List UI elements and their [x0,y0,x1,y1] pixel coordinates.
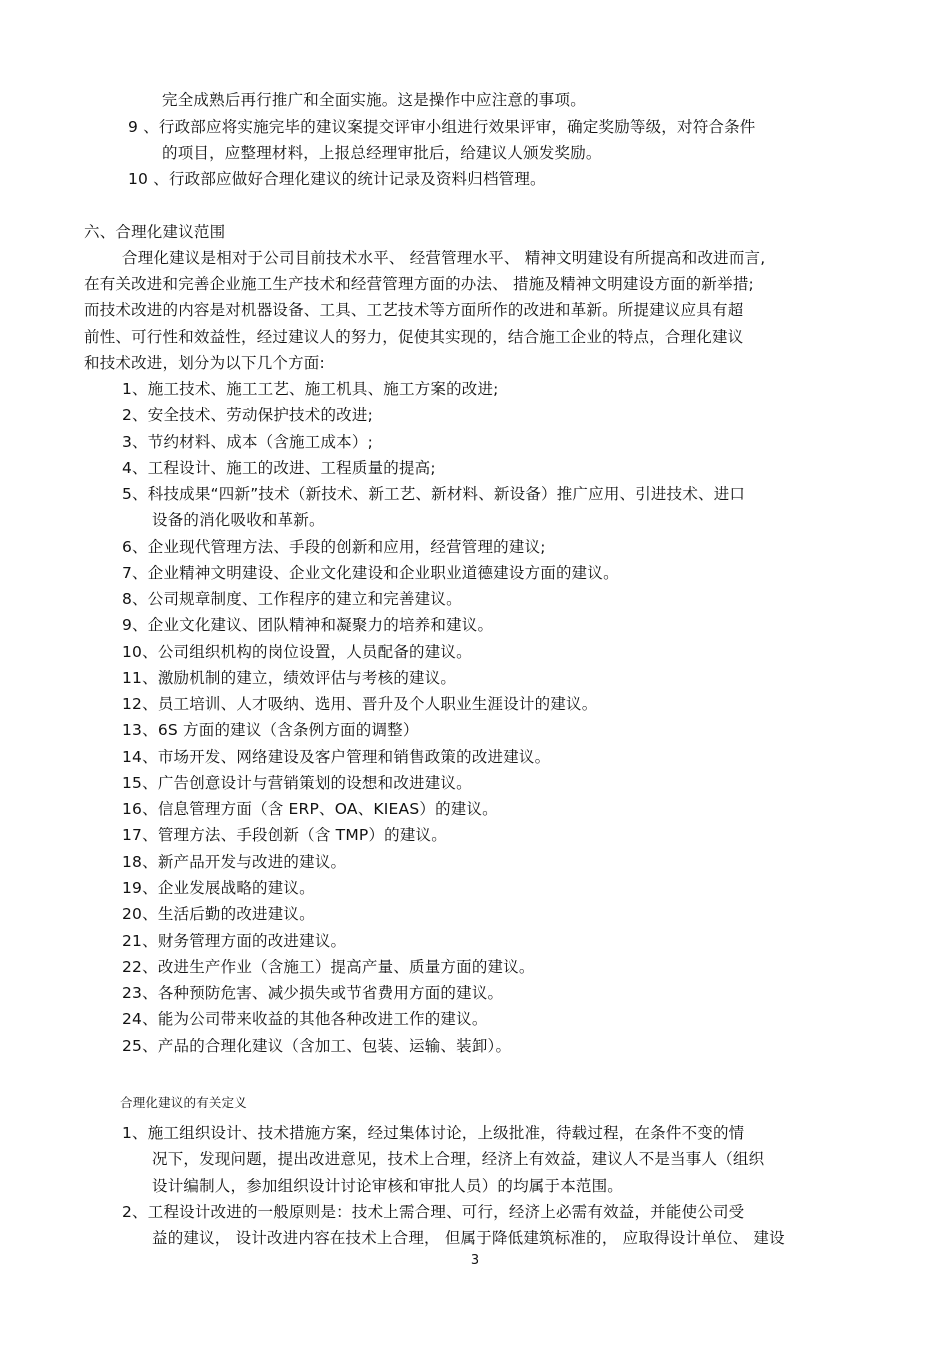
list-item: 20、生活后勤的改进建议。 [122,905,315,923]
list-item: 12、员工培训、人才吸纳、选用、晋升及个人职业生涯设计的建议。 [122,695,598,713]
list-item: 2、工程设计改进的一般原则是：技术上需合理、可行，经济上必需有效益，并能使公司受 [122,1203,745,1221]
list-item: 19、企业发展战略的建议。 [122,879,315,897]
text-line: 完全成熟后再行推广和全面实施。这是操作中应注意的事项。 [162,91,586,109]
list-item: 13、6S 方面的建议（含条例方面的调整） [122,721,419,739]
list-item: 10 、行政部应做好合理化建议的统计记录及资料归档管理。 [128,170,546,188]
list-item: 17、管理方法、手段创新（含 TMP）的建议。 [122,826,447,844]
section-heading: 六、合理化建议范围 [84,223,226,241]
list-item: 10、公司组织机构的岗位设置，人员配备的建议。 [122,643,472,661]
list-item: 9、企业文化建议、团队精神和凝聚力的培养和建议。 [122,616,494,634]
paragraph-line: 和技术改进，划分为以下几个方面: [84,354,325,372]
list-item-continuation: 设计编制人，参加组织设计讨论审核和审批人员）的均属于本范围。 [152,1177,624,1195]
page-number: 3 [470,1253,480,1268]
list-item: 1、施工组织设计、技术措施方案，经过集体讨论，上级批准，待载过程，在条件不变的情 [122,1124,745,1142]
list-item: 16、信息管理方面（含 ERP、OA、KIEAS）的建议。 [122,800,498,818]
subsection-heading: 合理化建议的有关定义 [120,1095,248,1110]
list-item: 15、广告创意设计与营销策划的设想和改进建议。 [122,774,472,792]
paragraph-line: 而技术改进的内容是对机器设备、工具、工艺技术等方面所作的改进和革新。所提建议应具有超 [84,301,744,319]
paragraph-line: 前性、可行性和效益性，经过建议人的努力，促使其实现的，结合施工企业的特点，合理化建议 [84,328,744,346]
list-item-continuation: 设备的消化吸收和革新。 [152,511,325,529]
list-item: 23、各种预防危害、减少损失或节省费用方面的建议。 [122,984,504,1002]
list-item: 1、施工技术、施工工艺、施工机具、施工方案的改进; [122,380,499,398]
list-item: 18、新产品开发与改进的建议。 [122,853,347,871]
list-item: 25、产品的合理化建议（含加工、包装、运输、装卸）。 [122,1037,512,1055]
list-item: 11、激励机制的建立，绩效评估与考核的建议。 [122,669,457,687]
list-item: 3、节约材料、成本（含施工成本）; [122,433,373,451]
list-item: 8、公司规章制度、工作程序的建立和完善建议。 [122,590,462,608]
list-item: 21、财务管理方面的改进建议。 [122,932,347,950]
list-item: 4、工程设计、施工的改进、工程质量的提高; [122,459,436,477]
list-item: 5、科技成果“四新”技术（新技术、新工艺、新材料、新设备）推广应用、引进技术、进口 [122,485,746,503]
list-item: 24、能为公司带来收益的其他各种改进工作的建议。 [122,1010,488,1028]
text-line: 的项目，应整理材料，上报总经理审批后，给建议人颁发奖励。 [162,144,602,162]
list-item: 22、改进生产作业（含施工）提高产量、质量方面的建议。 [122,958,535,976]
list-item: 9 、行政部应将实施完毕的建议案提交评审小组进行效果评审，确定奖励等级，对符合条件 [128,118,756,136]
paragraph-line: 在有关改进和完善企业施工生产技术和经营管理方面的办法、 措施及精神文明建设方面的新举措; [84,275,754,293]
list-item-continuation: 益的建议， 设计改进内容在技术上合理， 但属于降低建筑标准的， 应取得设计单位、 建设 [152,1229,785,1247]
list-item: 7、企业精神文明建设、企业文化建设和企业职业道德建设方面的建议。 [122,564,619,582]
paragraph-line: 合理化建议是相对于公司目前技术水平、 经营管理水平、 精神文明建设有所提高和改进而言, [122,249,766,267]
list-item: 2、安全技术、劳动保护技术的改进; [122,406,373,424]
list-item: 14、市场开发、网络建设及客户管理和销售政策的改进建议。 [122,748,551,766]
list-item-continuation: 况下，发现问题，提出改进意见，技术上合理，经济上有效益，建议人不是当事人（组织 [152,1150,765,1168]
list-item: 6、企业现代管理方法、手段的创新和应用，经营管理的建议; [122,538,546,556]
